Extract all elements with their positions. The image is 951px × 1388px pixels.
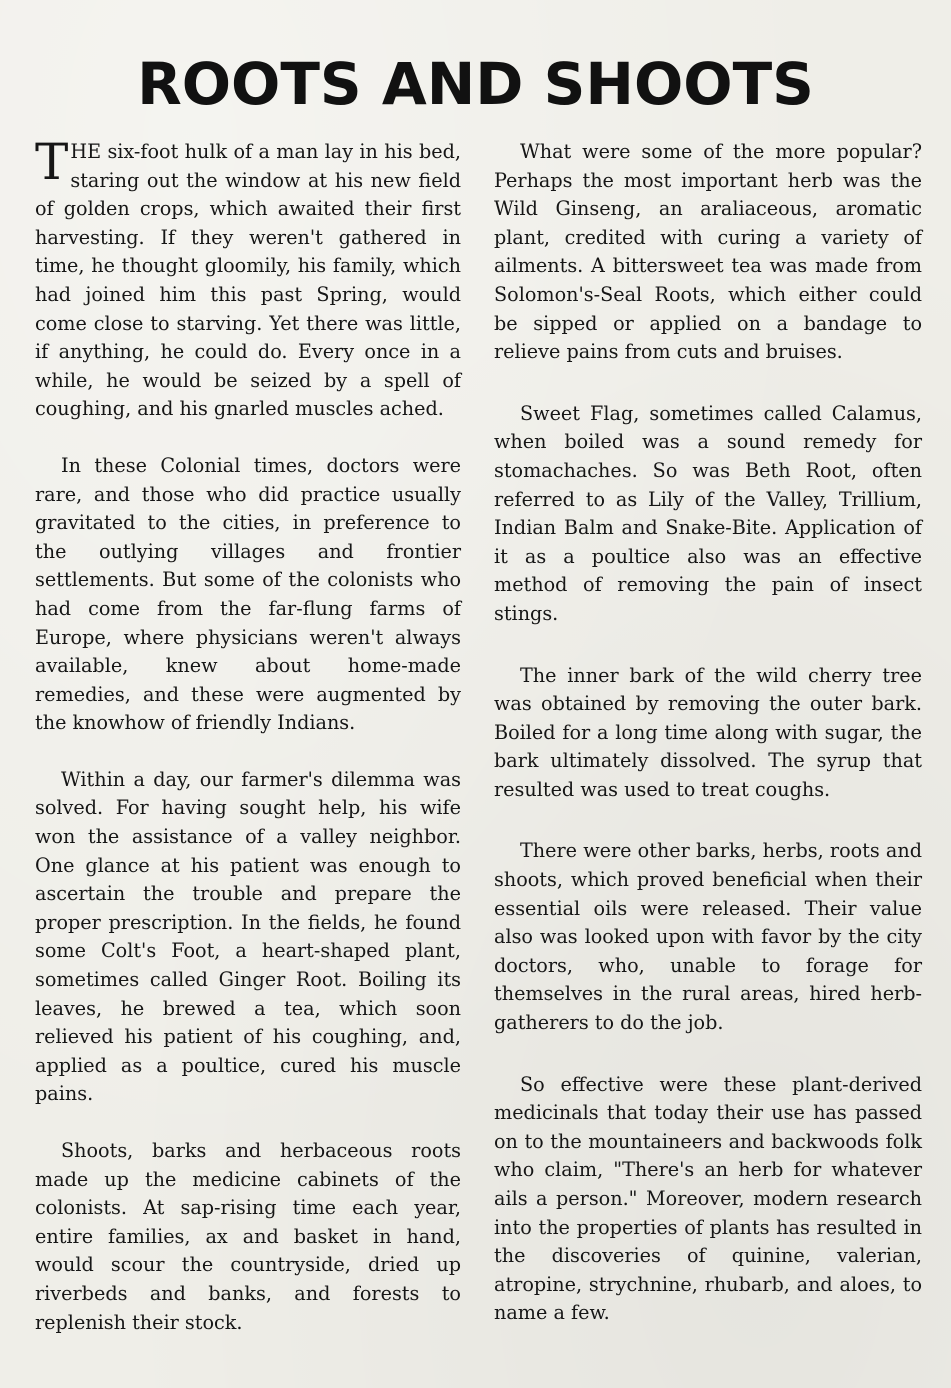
right-column <box>494 138 922 1361</box>
paragraph-text: HE six-foot hulk of a man lay in his bed, staring out the window at his new field of golden crops, which awaited their first harvesting. If they weren't gathered in time, he thought gloomily, his family, which had joined him this past Spring, would come close to starving. Yet there was little, if anything, he could do. Every once in a while, he would be seized by a spell of coughing, and his gnarled muscles ached. <box>35 140 461 421</box>
paragraph: Sweet Flag, sometimes called Calamus, when boiled was a sound remedy for stomachaches. So was Beth Root, often referred to as Lily of the Valley, Trillium, Indian Balm and Snake-Bite. Application of it as a poultice also was an effective method of removing the pain of insect stings. <box>494 401 922 625</box>
drop-cap: T <box>35 133 69 191</box>
paragraph: In these Colonial times, doctors were rare, and those who did practice usually gravitated to the cities, in preference to the outlying villages and frontier settlements. But some of the colonists who had come from the far-flung farms of Europe, where physicians weren't always available, knew about home-made remedies, and these were augmented by the knowhow of friendly Indians. <box>35 453 461 735</box>
paragraph: There were other barks, herbs, roots and shoots, which proved beneficial when their essential oils were released. Their value also was looked upon with favor by the city doctors, who, unable to forage for themselves in the rural areas, hired herb-gatherers to do the job. <box>494 839 922 1035</box>
paragraph <box>35 133 461 424</box>
paragraph: The inner bark of the wild cherry tree was obtained by removing the outer bark. Boiled for a long time along with sugar, the bark ultimately dissolved. The syrup that resulted was used to treat coughs. <box>494 663 922 801</box>
paragraph: Within a day, our farmer's dilemma was solved. For having sought help, his wife won the assistance of a valley neighbor. One glance at his patient was enough to ascertain the trouble and prepare the proper prescription. In the fields, he found some Colt's Foot, a heart-shaped plant, sometimes called Ginger Root. Boiling its leaves, he brewed a tea, which soon relieved his patient of his coughing, and, applied as a poultice, cured his muscle pains. <box>35 767 461 1106</box>
paragraph: So effective were these plant-derived medicinals that today their use has passed on to the mountaineers and backwoods folk who claim, "There's an herb for whatever ails a person." Moreover, modern research into the properties of plants has resulted in the discoveries of quinine, valerian, atropine, strychnine, rhubarb, and aloes, to name a few. <box>494 1072 922 1325</box>
paragraph: Shoots, barks and herbaceous roots made up the medicine cabinets of the colonists. At sap-rising time each year, entire families, ax and basket in hand, would scour the countryside, dried up riverbeds and banks, and forests to replenish their stock. <box>35 1139 461 1334</box>
left-column <box>35 133 461 1365</box>
paragraph: What were some of the more popular? Perhaps the most important herb was the Wild Ginseng, an araliaceous, aromatic plant, credited with curing a variety of ailments. A bittersweet tea was made from Solomon's-Seal Roots, which either could be sipped or applied on a bandage to relieve pains from cuts and bruises. <box>494 140 922 364</box>
article-title: ROOTS AND SHOOTS <box>137 50 814 118</box>
